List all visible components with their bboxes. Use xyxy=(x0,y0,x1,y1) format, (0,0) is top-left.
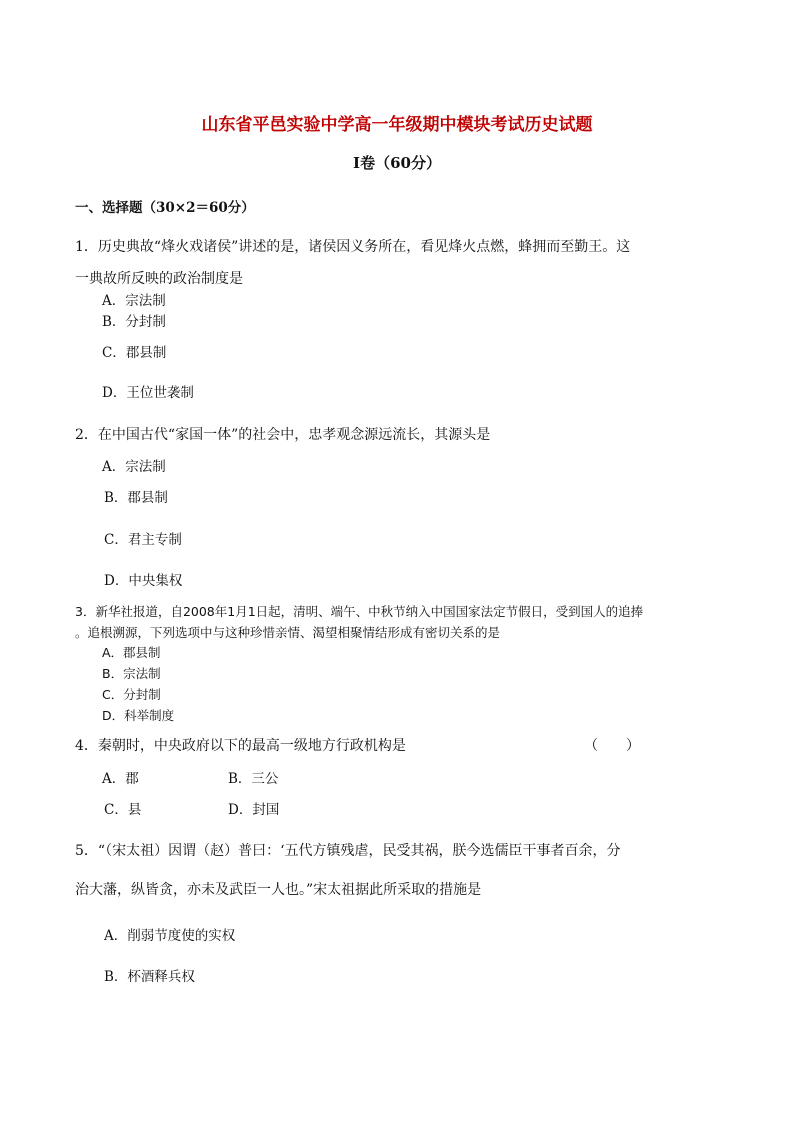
answer-bracket: （ ） xyxy=(584,738,640,754)
section-heading: 一、选择题（30×2＝60分） xyxy=(75,200,255,216)
question-1-text: 1．历史典故“烽火戏诸侯”讲述的是，诸侯因义务所在，看见烽火点燃，蜂拥而至勤王。这 xyxy=(75,239,631,255)
question-3-option-c: C．分封制 xyxy=(102,687,161,702)
question-3-option-a: A．郡县制 xyxy=(102,645,161,660)
question-5-text-cont: 治大藩，纵皆贪，亦未及武臣一人也。”宋太祖据此所采取的措施是 xyxy=(75,882,482,898)
question-2-text: 2．在中国古代“家国一体”的社会中，忠孝观念源远流长，其源头是 xyxy=(75,427,491,443)
question-1-option-c: C．郡县制 xyxy=(102,345,167,361)
question-3-option-b: B．宗法制 xyxy=(102,666,161,681)
question-5-text: 5．“（宋太祖）因谓（赵）普曰：‘五代方镇残虐，民受其祸，朕今选儒臣干事者百余，分 xyxy=(75,843,621,859)
question-2-option-c: C．君主专制 xyxy=(104,532,182,548)
question-4-text: 4．秦朝时，中央政府以下的最高一级地方行政机构是 xyxy=(75,738,406,754)
question-3-option-d: D．科举制度 xyxy=(102,708,175,723)
question-4-option-d: D．封国 xyxy=(228,802,280,818)
question-4-option-b: B．三公 xyxy=(228,771,279,787)
question-5-option-a: A．削弱节度使的实权 xyxy=(104,928,236,944)
question-4-option-a: A．郡 xyxy=(102,771,139,787)
question-2-option-d: D．中央集权 xyxy=(104,573,183,589)
question-1-option-b: B．分封制 xyxy=(102,314,166,330)
exam-title: 山东省平邑实验中学高一年级期中模块考试历史试题 xyxy=(201,115,593,135)
question-5-option-b: B．杯酒释兵权 xyxy=(104,969,195,985)
volume-heading: I卷（60分） xyxy=(353,154,441,172)
question-3-text-cont: 。追根溯源，下列选项中与这种珍惜亲情、渴望相聚情结形成有密切关系的是 xyxy=(75,625,501,640)
question-1-option-a: A．宗法制 xyxy=(102,293,166,309)
question-2-option-b: B．郡县制 xyxy=(104,490,168,506)
question-3-text: 3．新华社报道，自2008年1月1日起，清明、端午、中秋节纳入中国国家法定节假日，受到国人的追捧 xyxy=(75,604,644,619)
question-2-option-a: A．宗法制 xyxy=(102,459,166,475)
question-4-option-c: C．县 xyxy=(104,802,142,818)
question-1-option-d: D．王位世袭制 xyxy=(102,385,194,401)
question-1-text-cont: 一典故所反映的政治制度是 xyxy=(75,271,243,287)
